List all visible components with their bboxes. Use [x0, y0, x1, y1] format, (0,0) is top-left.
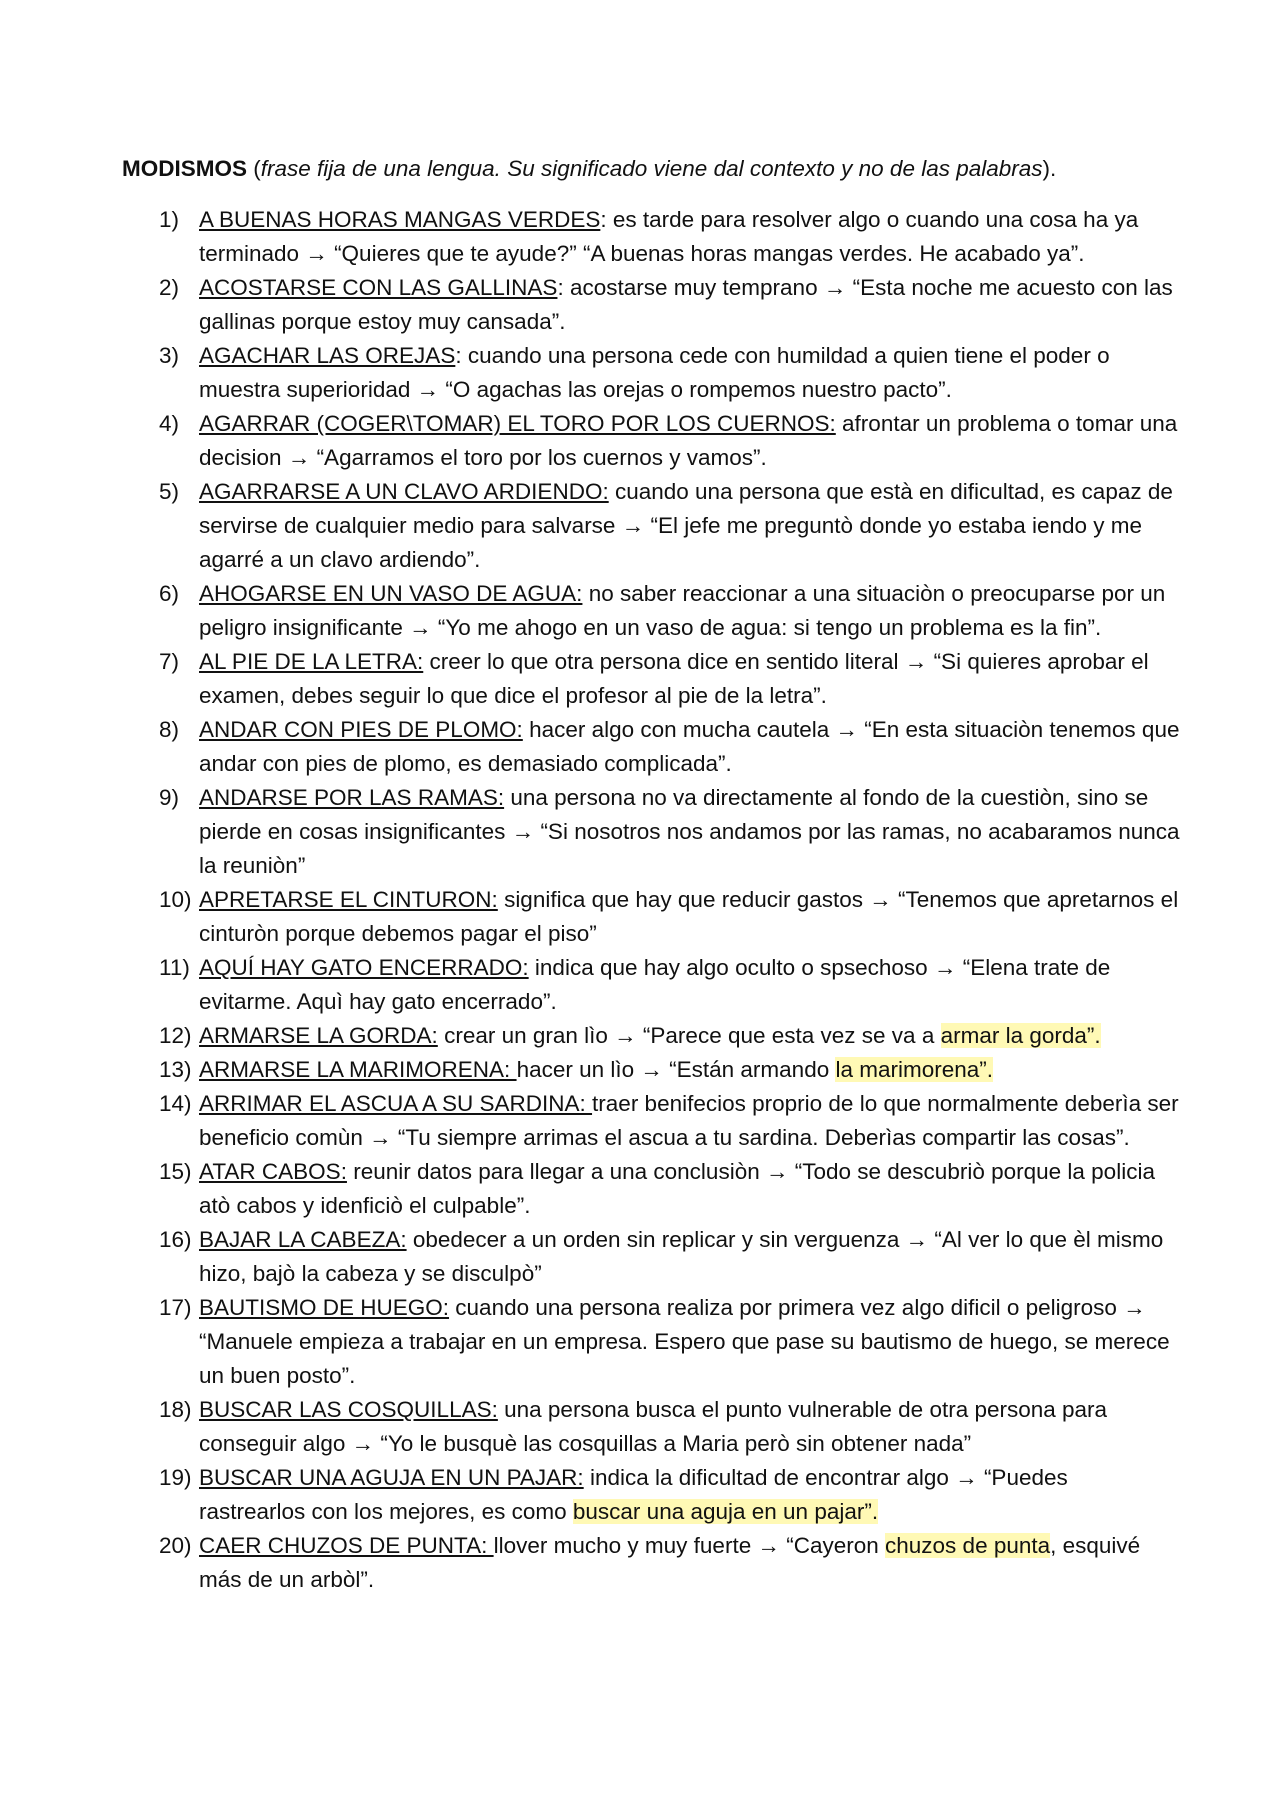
arrow-icon: →: [416, 377, 440, 402]
idiom-meaning: indica que hay algo oculto o spsechoso: [534, 955, 934, 980]
list-item: [0, 407, 1280, 475]
idiom-term: AHOGARSE EN UN VASO DE AGUA:: [199, 581, 583, 606]
item-number: 3): [159, 343, 180, 368]
arrow-icon: →: [933, 955, 957, 980]
idiom-example: “Elena trate de evitarme. Aquì hay gato encerrado”.: [199, 955, 1111, 1014]
idiom-meaning: traer benifecios proprio de lo que normalmente deberìa ser beneficio comùn: [199, 1091, 1179, 1150]
arrow-icon: →: [823, 275, 847, 300]
arrow-icon: →: [409, 615, 432, 640]
idiom-example: “Si nosotros nos andamos por las ramas, no acabaramos nunca la reuniòn”: [199, 819, 1180, 878]
idiom-term: AGARRARSE A UN CLAVO ARDIENDO:: [199, 479, 609, 504]
arrow-icon: →: [835, 717, 859, 742]
list-item: [0, 1461, 1280, 1529]
idiom-example: “Al ver lo que èl mismo hizo, bajò la cabeza y se disculpò”: [199, 1227, 1164, 1286]
list-item: [0, 713, 1280, 781]
idiom-term: ATAR CABOS:: [199, 1159, 347, 1184]
idiom-example: “Yo me ahogo en un vaso de agua: si tengo un problema es la fin”.: [431, 615, 1102, 640]
idiom-list: [0, 203, 1280, 1597]
idiom-term: BUSCAR UNA AGUJA EN UN PAJAR:: [199, 1465, 584, 1490]
highlighted-text: la marimorena”.: [835, 1057, 994, 1082]
item-number: 16): [159, 1227, 192, 1252]
list-item: [0, 339, 1280, 407]
list-item: [0, 1087, 1280, 1155]
idiom-meaning: acostarse muy temprano: [569, 275, 824, 300]
idiom-meaning: una persona no va directamente al fondo de la cuestiòn, sino se pierde en cosas insignificantes: [199, 785, 1149, 844]
item-number: 17): [159, 1295, 192, 1320]
idiom-meaning: creer lo que otra persona dice en sentido literal: [429, 649, 905, 674]
idiom-meaning: hacer un lìo: [516, 1057, 641, 1082]
list-item: [0, 781, 1280, 883]
list-item: [0, 883, 1280, 951]
arrow-icon: →: [614, 1023, 637, 1048]
idiom-example: “Puedes rastrearlos con los mejores, es como: [199, 1465, 1068, 1524]
item-number: 7): [159, 649, 180, 674]
idiom-meaning: no saber reaccionar a una situaciòn o preocuparse por un peligro insignificante: [199, 581, 1166, 640]
list-item: [0, 577, 1280, 645]
item-number: 20): [159, 1533, 192, 1558]
item-number: 6): [159, 581, 180, 606]
idiom-term: BAUTISMO DE HUEGO:: [199, 1295, 450, 1320]
idiom-term: ARMARSE LA GORDA:: [199, 1023, 438, 1048]
item-number: 15): [159, 1159, 192, 1184]
idiom-term: A BUENAS HORAS MANGAS VERDES: [199, 207, 601, 232]
example-tail: , esquivé más de un arbòl”.: [199, 1533, 1141, 1592]
arrow-icon: →: [369, 1125, 392, 1150]
idiom-example: “Tenemos que apretarnos el cinturòn porque debemos pagar el piso”: [199, 887, 1179, 946]
list-item: [0, 1291, 1280, 1393]
idiom-term: BUSCAR LAS COSQUILLAS:: [199, 1397, 498, 1422]
idiom-meaning: crear un gran lìo: [444, 1023, 615, 1048]
arrow-icon: →: [305, 241, 328, 266]
item-number: 19): [159, 1465, 192, 1490]
term-separator: :: [600, 207, 613, 232]
idiom-example: “Manuele empieza a trabajar en un empresa. Espero que pase su bautismo de huego, se merece un buen posto”.: [199, 1329, 1170, 1388]
list-item: [0, 1053, 1280, 1087]
idiom-term: AGACHAR LAS OREJAS: [199, 343, 456, 368]
arrow-icon: →: [765, 1159, 789, 1184]
item-number: 9): [159, 785, 180, 810]
idiom-example: “Agarramos el toro por los cuernos y vamos”.: [310, 445, 767, 470]
idiom-example: “Esta noche me acuesto con las gallinas porque estoy muy cansada”.: [199, 275, 1173, 334]
idiom-example: “Yo le busquè las cosquillas a Maria però sin obtener nada”: [374, 1431, 972, 1456]
item-number: 1): [159, 207, 180, 232]
arrow-icon: →: [621, 513, 645, 538]
idiom-term: CAER CHUZOS DE PUNTA:: [199, 1533, 494, 1558]
idiom-meaning: hacer algo con mucha cautela: [529, 717, 836, 742]
title-open: (: [247, 156, 261, 181]
arrow-icon: →: [287, 445, 311, 470]
idiom-meaning: cuando una persona cede con humildad a quien tiene el poder o muestra superioridad: [199, 343, 1110, 402]
list-item: [0, 1393, 1280, 1461]
idiom-term: BAJAR LA CABEZA:: [199, 1227, 407, 1252]
idiom-example: “Cayeron: [779, 1533, 886, 1558]
idiom-example: “O agachas las orejas o rompemos nuestro pacto”.: [439, 377, 952, 402]
idiom-term: AL PIE DE LA LETRA:: [199, 649, 424, 674]
idiom-meaning: significa que hay que reducir gastos: [504, 887, 870, 912]
idiom-example: “Si quieres aprobar el examen, debes seguir lo que dice el profesor al pie de la letra”.: [199, 649, 1149, 708]
idiom-term: APRETARSE EL CINTURON:: [199, 887, 498, 912]
arrow-icon: →: [869, 887, 892, 912]
item-number: 10): [159, 887, 192, 912]
list-item: [0, 1223, 1280, 1291]
item-number: 2): [159, 275, 180, 300]
idiom-example: “Están armando: [662, 1057, 836, 1082]
title-close: ).: [1042, 156, 1057, 181]
idiom-meaning: indica la dificultad de encontrar algo: [589, 1465, 956, 1490]
term-separator: :: [455, 343, 468, 368]
idiom-meaning: obedecer a un orden sin replicar y sin verguenza: [412, 1227, 906, 1252]
term-separator: :: [557, 275, 570, 300]
idiom-term: ACOSTARSE CON LAS GALLINAS: [199, 275, 558, 300]
arrow-icon: →: [955, 1465, 978, 1490]
idiom-term: ANDARSE POR LAS RAMAS:: [199, 785, 505, 810]
highlighted-text: buscar una aguja en un pajar”.: [572, 1499, 879, 1524]
idiom-meaning: una persona busca el punto vulnerable de otra persona para conseguir algo: [199, 1397, 1108, 1456]
idiom-meaning: llover mucho y muy fuerte: [493, 1533, 758, 1558]
arrow-icon: →: [640, 1057, 663, 1082]
arrow-icon: →: [904, 649, 928, 674]
idiom-meaning: cuando una persona realiza por primera vez algo dificil o peligroso: [455, 1295, 1124, 1320]
item-number: 12): [159, 1023, 192, 1048]
idiom-example: “Todo se descubriò porque la policia atò cabos y idenficiò el culpable”.: [199, 1159, 1155, 1218]
list-item: [0, 271, 1280, 339]
list-item: [0, 1529, 1280, 1597]
highlighted-text: chuzos de punta: [885, 1533, 1051, 1558]
idiom-term: ARMARSE LA MARIMORENA:: [199, 1057, 517, 1082]
idiom-term: ANDAR CON PIES DE PLOMO:: [199, 717, 523, 742]
arrow-icon: →: [757, 1533, 780, 1558]
highlighted-text: armar la gorda”.: [940, 1023, 1101, 1048]
item-number: 14): [159, 1091, 192, 1116]
title-definition: frase fija de una lengua. Su significado viene dal contexto y no de las palabras: [260, 156, 1043, 181]
item-number: 13): [159, 1057, 192, 1082]
item-number: 4): [159, 411, 180, 436]
list-item: [0, 1019, 1280, 1053]
arrow-icon: →: [1123, 1295, 1146, 1320]
idiom-example: “En esta situaciòn tenemos que andar con pies de plomo, es demasiado complicada”.: [199, 717, 1180, 776]
list-item: [0, 645, 1280, 713]
list-item: [0, 203, 1280, 271]
page-title: [122, 152, 1172, 186]
idiom-term: ARRIMAR EL ASCUA A SU SARDINA:: [199, 1091, 593, 1116]
arrow-icon: →: [511, 819, 535, 844]
idiom-term: AGARRAR (COGER\TOMAR) EL TORO POR LOS CUERNOS:: [199, 411, 836, 436]
idiom-meaning: reunir datos para llegar a una conclusiòn: [353, 1159, 766, 1184]
item-number: 11): [159, 955, 190, 980]
idiom-meaning: afrontar un problema o tomar una decision: [199, 411, 1178, 470]
item-number: 8): [159, 717, 180, 742]
idiom-example: “El jefe me preguntò donde yo estaba iendo y me agarré a un clavo ardiendo”.: [199, 513, 1143, 572]
arrow-icon: →: [351, 1431, 375, 1456]
item-number: 5): [159, 479, 180, 504]
idiom-term: AQUÍ HAY GATO ENCERRADO:: [199, 955, 529, 980]
idiom-meaning: cuando una persona que està en dificultad, es capaz de servirse de cualquier medio para salvarse: [199, 479, 1173, 538]
list-item: [0, 951, 1280, 1019]
idiom-example: “Quieres que te ayude?” “A buenas horas mangas verdes. He acabado ya”.: [327, 241, 1085, 266]
title-bold: MODISMOS: [122, 156, 248, 181]
idiom-meaning: es tarde para resolver algo o cuando una cosa ha ya terminado: [199, 207, 1139, 266]
item-number: 18): [159, 1397, 192, 1422]
idiom-example: “Parece que esta vez se va a: [636, 1023, 941, 1048]
arrow-icon: →: [905, 1227, 929, 1252]
list-item: [0, 1155, 1280, 1223]
list-item: [0, 475, 1280, 577]
idiom-example: “Tu siempre arrimas el ascua a tu sardina. Deberìas compartir las cosas”.: [391, 1125, 1130, 1150]
